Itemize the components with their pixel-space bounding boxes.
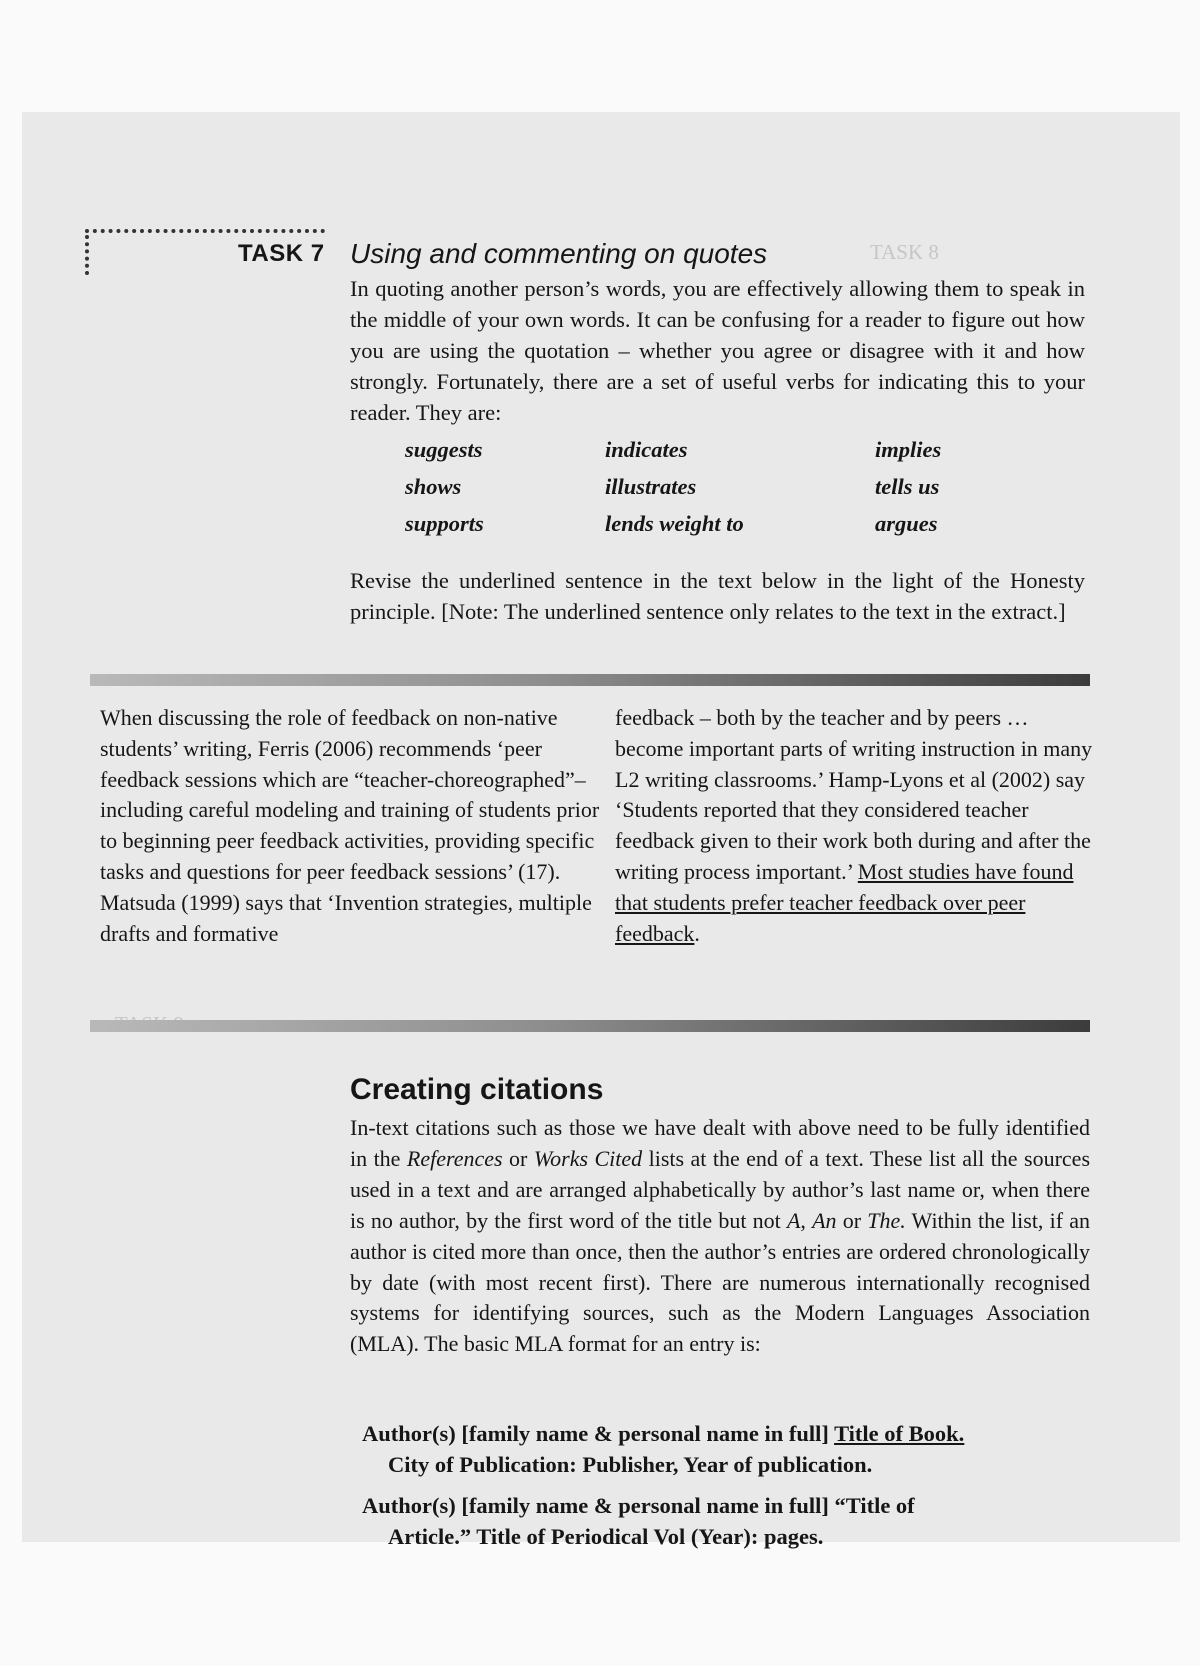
article-the: The. <box>867 1207 906 1233</box>
references-term: References <box>406 1145 503 1171</box>
task-instruction: Revise the underlined sentence in the text below in the light of the Honesty principle. [Note: The underlined sentence only relates to the text in the extract.] <box>350 568 1085 624</box>
mla-book-title: Title of Book. <box>834 1421 965 1446</box>
citations-text: or <box>502 1145 534 1171</box>
citations-text: lists at the end of a text. These list all the sources used in a text and are arranged alphabetically by author’s last name or, when there is no author, by the first word of the title but not <box>350 1145 1091 1233</box>
verb-item: argues <box>875 511 938 536</box>
verb-item: supports <box>405 511 484 536</box>
mla-author: Author(s) [family name & personal name in full] “Title of <box>362 1493 915 1518</box>
mla-book-format <box>362 1418 1082 1480</box>
task-dotted-rule <box>85 229 325 233</box>
task-title: Using and commenting on quotes <box>350 238 768 269</box>
citations-text: In-text citations such as those we have dealt with above need to be fully identified in the <box>350 1115 1090 1171</box>
verb-item: illustrates <box>605 474 697 499</box>
section-heading: Creating citations <box>350 1073 604 1106</box>
mla-periodical: Article.” Title of Periodical Vol (Year): pages. <box>388 1524 824 1549</box>
verb-item: implies <box>875 437 942 462</box>
verb-list <box>405 435 1065 539</box>
verb-item: lends weight to <box>605 511 744 536</box>
verb-item: indicates <box>605 437 688 462</box>
citations-paragraph <box>350 1113 1090 1360</box>
task-dotted-rule-vertical <box>85 235 89 275</box>
verb-item: shows <box>405 474 462 499</box>
bleed-through-text: TASK 8 <box>870 240 939 264</box>
article-an: An <box>812 1207 837 1233</box>
works-cited-term: Works Cited <box>533 1145 643 1171</box>
mla-author: Author(s) [family name & personal name in full] <box>362 1421 835 1446</box>
citations-text: or <box>836 1207 868 1233</box>
extract-left-column: When discussing the role of feedback on non-native students’ writing, Ferris (2006) recommends ‘peer feedback sessions which are “teacher-choreographed”– including careful modeling and training of students prior to beginning peer feedback activities, providing specific tasks and questions for peer feedback sessions’ (17). Matsuda (1999) says that ‘Invention strategies, multiple drafts and formative <box>100 705 600 946</box>
citations-text: Within the list, if an author is cited more than once, then the author’s entries are ordered chronologically by date (with most recent first). There are numerous internationally recognised systems for identifying sources, such as the Modern Languages Association (MLA). The basic MLA format for an entry is: <box>350 1207 1091 1357</box>
extract-right-text: feedback – both by the teacher and by peers … become important parts of writing instruction in many L2 writing classrooms.’ Hamp-Lyons et al (2002) say ‘Students reported that they considered teacher feedback given to their work both during and after the writing process important.’ <box>615 705 1093 884</box>
extract-right-column <box>615 703 1095 949</box>
mla-article-format <box>362 1490 1082 1552</box>
mla-publication: City of Publication: Publisher, Year of publication. <box>388 1452 873 1477</box>
citations-text: , <box>800 1207 813 1233</box>
task-intro: In quoting another person’s words, you are effectively allowing them to speak in the middle of your own words. It can be confusing for a reader to figure out how you are using the quotation – whether you agree or disagree with it and how strongly. Fortunately, there are a set of useful verbs for indicating this to your reader. They are: <box>350 276 1085 425</box>
article-a: A <box>786 1207 801 1233</box>
task-label: TASK 7 <box>238 240 325 267</box>
extract-right-end: . <box>694 920 700 946</box>
verb-item: tells us <box>875 474 940 499</box>
extract-top-bar <box>90 674 1090 686</box>
verb-item: suggests <box>405 437 483 462</box>
extract-bottom-bar <box>90 1020 1090 1032</box>
underlined-sentence: Most studies have found that students prefer teacher feedback over peer feedback <box>615 858 1074 946</box>
